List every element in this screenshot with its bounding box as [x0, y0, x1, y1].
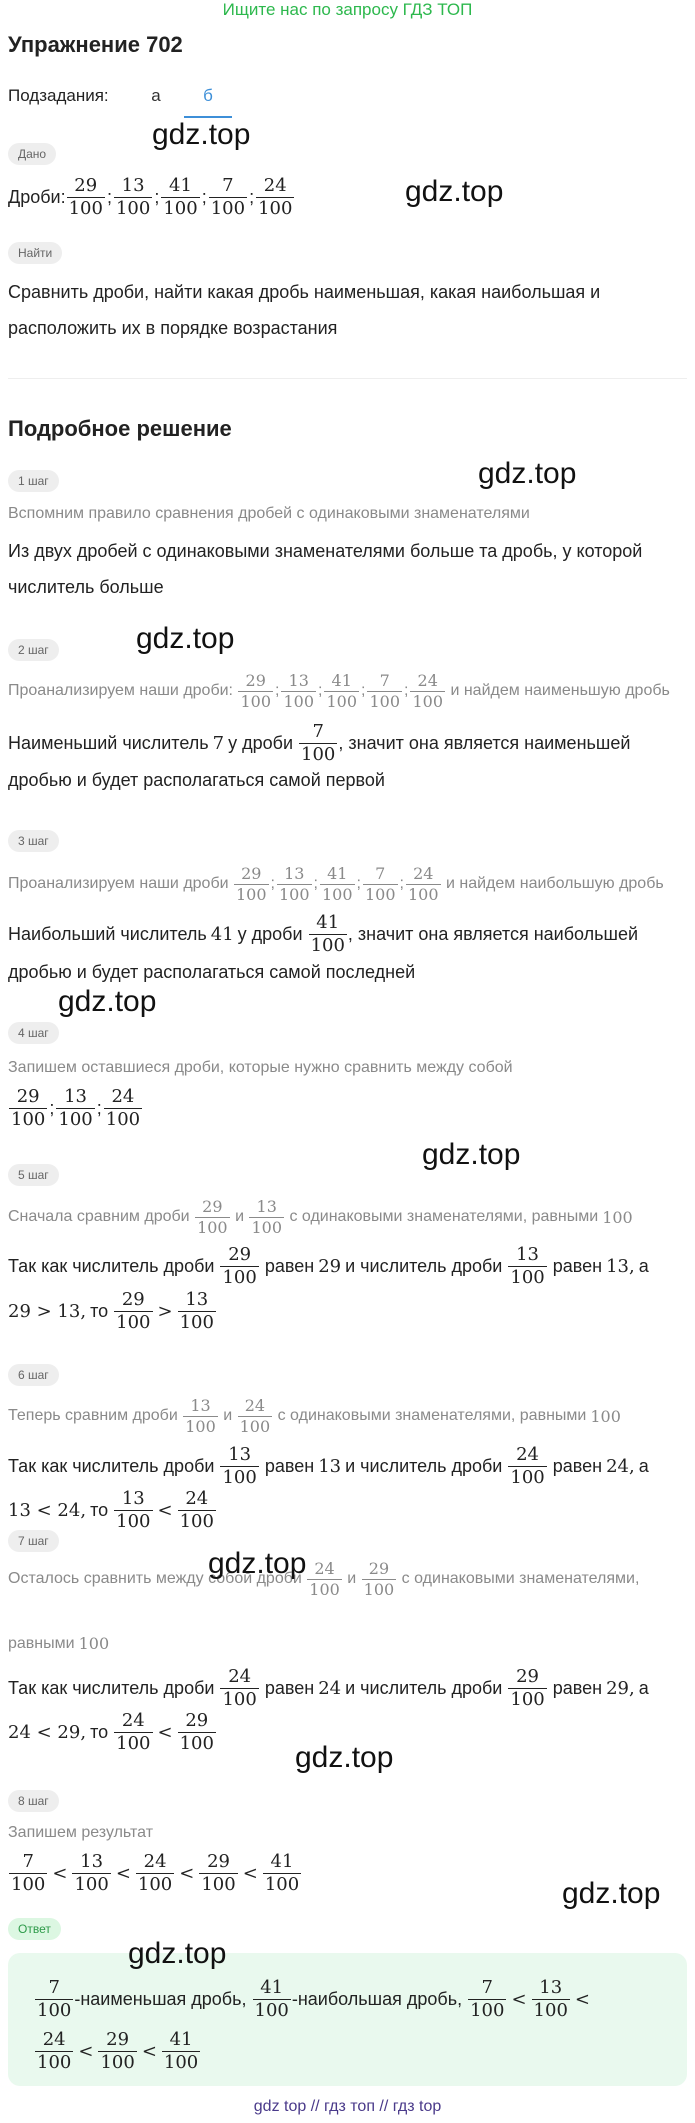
watermark: gdz.top: [562, 1877, 661, 1910]
fraction: $\frac{29}{100}$: [510, 1665, 545, 1710]
fraction: $\frac{24}{100}$: [408, 863, 439, 904]
step-3-text-2: дробью и будет располагаться самой последней: [8, 962, 416, 982]
step-5-pill: 5 шаг: [8, 1164, 59, 1186]
watermark: gdz.top: [136, 622, 235, 655]
step-6-pill: 6 шаг: [8, 1364, 59, 1386]
fraction: $\frac{41}{100}$: [264, 1850, 300, 1895]
fraction: $\frac{13}{100}$: [222, 1443, 257, 1488]
step-5-text-1: Так как числитель дроби $\frac{29}{100}$ равен 29 и числитель дроби $\frac{13}{100}$ равен 13, а: [8, 1243, 649, 1288]
fraction: $\frac{24}{100}$: [309, 1558, 340, 1599]
given-fractions: Дроби: $\frac{29}{100}$ ; $\frac{13}{100}$ ; $\frac{41}{100}$ ; $\frac{7}{100}$ ; $\frac{24}{100}$: [8, 174, 293, 219]
step-4-hint: Запишем оставшиеся дроби, которые нужно сравнить между собой: [8, 1059, 513, 1076]
watermark: gdz.top: [152, 118, 251, 151]
answer-line-2: $\frac{24}{100}$ < $\frac{29}{100}$ < $\frac{41}{100}$: [37, 2028, 199, 2073]
step-2-text-1: Наименьший числитель 7 у дроби $\frac{7}{100}$ , значит она является наименьшей: [8, 720, 631, 765]
fraction: $\frac{13}{100}$: [533, 1976, 568, 2021]
step-1-text-2: числитель больше: [8, 577, 164, 597]
step-1-pill: 1 шаг: [8, 470, 59, 492]
fraction: $\frac{24}{100}$: [105, 1085, 141, 1130]
fraction: $\frac{13}{100}$: [510, 1243, 545, 1288]
fraction: $\frac{24}{100}$: [510, 1443, 545, 1488]
fraction: $\frac{24}{100}$: [37, 2028, 72, 2073]
step-7-text-2: 24 < 29, то $\frac{24}{100}$ < $\frac{29}{100}$: [8, 1709, 214, 1754]
fraction: $\frac{7}{100}$: [369, 670, 400, 711]
fraction: $\frac{24}{100}$: [258, 174, 293, 219]
given-label: Дроби:: [8, 186, 66, 207]
fraction: $\frac{13}{100}$: [283, 670, 314, 711]
fraction: $\frac{41}{100}$: [326, 670, 357, 711]
fraction: $\frac{24}{100}$: [222, 1665, 257, 1710]
step-3-pill: 3 шаг: [8, 830, 59, 852]
step-5-text-2: 29 > 13, то $\frac{29}{100}$ > $\frac{13}{100}$: [8, 1288, 214, 1333]
fraction: $\frac{41}{100}$: [322, 863, 353, 904]
fraction: $\frac{24}{100}$: [137, 1850, 173, 1895]
step-7-hint: Осталось сравнить между собой дроби $\frac{24}{100}$ и $\frac{29}{100}$ с одинаковыми знаменателями,: [8, 1558, 640, 1599]
subtasks-label: Подзадания:: [8, 86, 109, 105]
given-pill: Дано: [8, 143, 56, 165]
fraction: $\frac{41}{100}$: [163, 2028, 199, 2073]
search-banner: Ищите нас по запросу ГДЗ ТОП: [222, 0, 473, 19]
step-7-text-1: Так как числитель дроби $\frac{24}{100}$ равен 24 и числитель дроби $\frac{29}{100}$ равен 29, а: [8, 1665, 649, 1710]
fraction: $\frac{24}{100}$: [116, 1709, 151, 1754]
fraction: $\frac{41}{100}$: [254, 1976, 289, 2021]
fraction: $\frac{13}{100}$: [116, 1487, 151, 1532]
step-6-hint: Теперь сравним дроби $\frac{13}{100}$ и $\frac{24}{100}$ с одинаковыми знаменателями, равными 100: [8, 1395, 621, 1436]
fraction: $\frac{13}{100}$: [185, 1395, 216, 1436]
step-7-hint-2: равными 100: [8, 1634, 110, 1653]
fraction: $\frac{24}{100}$: [239, 1395, 271, 1436]
fraction: $\frac{29}{100}$: [179, 1709, 214, 1754]
fraction: $\frac{29}{100}$: [201, 1850, 236, 1895]
watermark: gdz.top: [405, 175, 504, 208]
fraction: $\frac{7}{100}$: [210, 174, 246, 219]
fraction: $\frac{29}{100}$: [222, 1243, 257, 1288]
divider: [8, 378, 687, 379]
fraction: $\frac{7}{100}$: [37, 1976, 72, 2021]
fraction: $\frac{29}{100}$: [240, 670, 271, 711]
fraction: $\frac{29}{100}$: [197, 1196, 228, 1237]
fraction: $\frac{41}{100}$: [310, 911, 345, 956]
step-4-fractions: $\frac{29}{100}$ ; $\frac{13}{100}$ ; $\frac{24}{100}$: [11, 1085, 141, 1130]
answer-pill: Ответ: [8, 1918, 61, 1940]
tab-a[interactable]: а: [151, 86, 161, 105]
step-8-result: $\frac{7}{100}$ < $\frac{13}{100}$ < $\frac{24}{100}$ < $\frac{29}{100}$ < $\frac{41}{100}$: [11, 1850, 300, 1895]
step-4-pill: 4 шаг: [8, 1022, 59, 1044]
fraction: $\frac{41}{100}$: [163, 174, 198, 219]
fraction: $\frac{24}{100}$: [412, 670, 443, 711]
step-2-hint: Проанализируем наши дроби: $\frac{29}{100}$ ; $\frac{13}{100}$ ; $\frac{41}{100}$ ; $\frac{7}{100}$ ; $\frac{24}{100}$ и найдем наименьшую дробь: [8, 670, 670, 711]
fraction: $\frac{29}{100}$: [116, 1288, 151, 1333]
watermark: gdz.top: [128, 1937, 227, 1970]
answer-box: [8, 1953, 687, 2086]
fraction: $\frac{7}{100}$: [470, 1976, 505, 2021]
step-5-hint: Сначала сравним дроби $\frac{29}{100}$ и $\frac{13}{100}$ с одинаковыми знаменателями, равными 100: [8, 1196, 633, 1237]
fraction: $\frac{29}{100}$: [11, 1085, 46, 1130]
fraction: $\frac{24}{100}$: [179, 1487, 214, 1532]
fraction: $\frac{13}{100}$: [74, 1850, 109, 1895]
solution-title: Подробное решение: [8, 416, 232, 441]
find-pill: Найти: [8, 242, 62, 264]
step-8-hint: Запишем результат: [8, 1824, 154, 1841]
fraction: $\frac{7}{100}$: [365, 863, 396, 904]
watermark: gdz.top: [208, 1547, 307, 1580]
watermark: gdz.top: [422, 1138, 521, 1171]
step-7-pill: 7 шаг: [8, 1530, 59, 1552]
tab-b[interactable]: б: [203, 86, 213, 105]
fraction: $\frac{13}{100}$: [58, 1085, 93, 1130]
fraction: $\frac{29}{100}$: [236, 863, 267, 904]
step-2-pill: 2 шаг: [8, 639, 59, 661]
step-3-text-1: Наибольший числитель 41 у дроби $\frac{41}{100}$ , значит она является наибольшей: [8, 911, 639, 956]
fraction: $\frac{13}{100}$: [279, 863, 310, 904]
page-title: Упражнение 702: [8, 32, 183, 57]
step-2-text-2: дробью и будет располагаться самой первой: [8, 770, 385, 790]
answer-line-1: $\frac{7}{100}$ -наименьшая дробь, $\frac{41}{100}$ -наибольшая дробь, $\frac{7}{100}$ < $\frac{13}{100}$ <: [37, 1976, 590, 2021]
step-8-pill: 8 шаг: [8, 1790, 59, 1812]
fraction: $\frac{13}{100}$: [179, 1288, 214, 1333]
step-1-text-1: Из двух дробей с одинаковыми знаменателями больше та дробь, у которой: [8, 541, 643, 561]
fraction: $\frac{7}{100}$: [11, 1850, 46, 1895]
step-3-hint: Проанализируем наши дроби $\frac{29}{100}$ ; $\frac{13}{100}$ ; $\frac{41}{100}$ ; $\frac{7}{100}$ ; $\frac{24}{100}$ и найдем наибольшую дробь: [8, 863, 664, 904]
watermark: gdz.top: [295, 1741, 394, 1774]
footer-links[interactable]: gdz top // гдз топ // гдз top: [253, 2098, 442, 2115]
fraction: $\frac{29}{100}$: [100, 2028, 135, 2073]
fraction: $\frac{13}{100}$: [115, 174, 151, 219]
step-6-text-2: 13 < 24, то $\frac{13}{100}$ < $\frac{24}{100}$: [8, 1487, 214, 1532]
fraction: $\frac{13}{100}$: [251, 1196, 282, 1237]
find-text-2: расположить их в порядке возрастания: [8, 318, 338, 338]
watermark: gdz.top: [478, 457, 577, 490]
watermark: gdz.top: [58, 985, 157, 1018]
find-text-1: Сравнить дроби, найти какая дробь наименьшая, какая наибольшая и: [8, 282, 601, 302]
step-1-hint: Вспомним правило сравнения дробей с одинаковыми знаменателями: [8, 505, 530, 522]
step-6-text-1: Так как числитель дроби $\frac{13}{100}$ равен 13 и числитель дроби $\frac{24}{100}$ равен 24, а: [8, 1443, 649, 1488]
fraction: $\frac{7}{100}$: [301, 720, 336, 765]
fraction: $\frac{29}{100}$: [68, 174, 103, 219]
fraction: $\frac{29}{100}$: [363, 1558, 395, 1599]
